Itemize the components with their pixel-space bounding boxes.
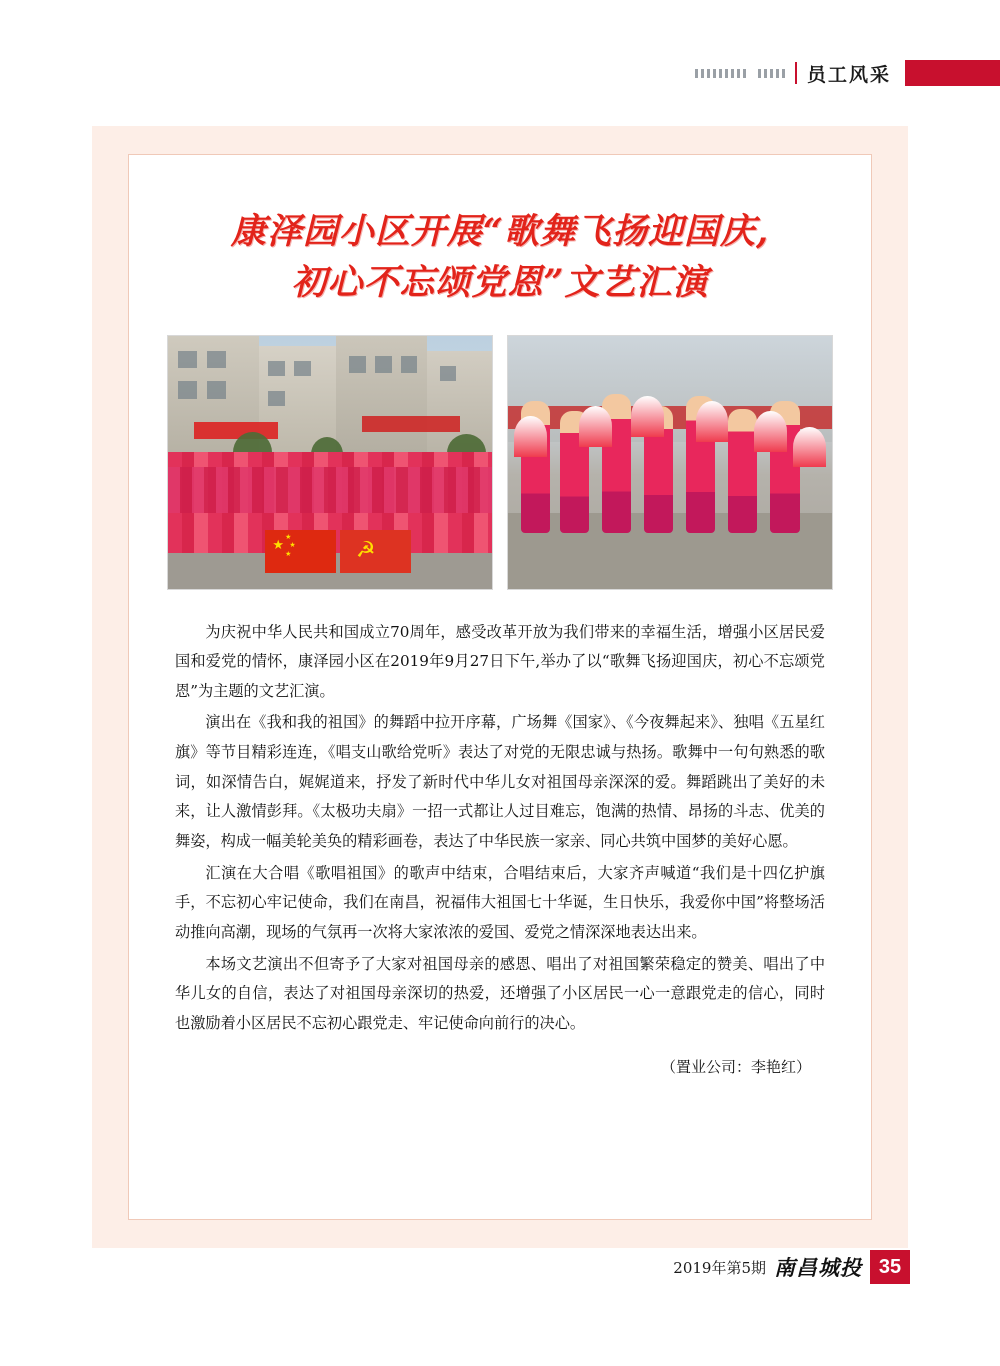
paragraph-3: 汇演在大合唱《歌唱祖国》的歌声中结束，合唱结束后，大家齐声喊道“我们是十四亿护旗手，不忘初心牢记使命，我们在南昌，祝福伟大祖国七十华诞，生日快乐，我爱你中国”将整场活动推向高潮，现场的气氛再一次将大家浓浓的爱国、爱党之情深深地表达出来。 — [175, 863, 825, 941]
photo-row — [167, 335, 833, 590]
paragraph-2: 演出在《我和我的祖国》的舞蹈中拉开序幕，广场舞《国家》、《今夜舞起来》、独唱《五星红旗》等节目精彩连连，《唱支山歌给党听》表达了对党的无限忠诚与热扬。歌舞中一句句熟悉的歌词，如深情告白，娓娓道来，抒发了新时代中华儿女对祖国母亲深深的爱。舞蹈跳出了美好的未来，让人激情彭拜。《太极功夫扇》一招一式都让人过目难忘，饱满的热情、昂扬的斗志、优美的舞姿，构成一幅美轮美奂的精彩画卷，表达了中华民族一家亲、同心共筑中国梦的美好心愿。 — [175, 713, 825, 850]
photo-dancers-with-fans — [507, 335, 833, 590]
article-byline: （置业公司：李艳红） — [660, 1058, 811, 1077]
page-title — [169, 207, 831, 309]
section-label: 员工风采 — [806, 63, 891, 86]
article-body — [175, 618, 825, 1039]
page-number: 35 — [870, 1250, 910, 1284]
brand-label: 南昌城投 — [774, 1255, 862, 1280]
header-accent-bar — [905, 60, 1000, 86]
paragraph-4: 本场文艺演出不但寄予了大家对祖国母亲的感恩、唱出了对祖国繁荣稳定的赞美、唱出了中华儿女的自信，表达了对祖国母亲深切的热爱，还增强了小区居民一心一意跟党走的信心，同时也激励着小区居民不忘初心跟党走、牢记使命向前行的决心。 — [175, 954, 825, 1032]
page-frame — [92, 126, 908, 1248]
article-title-line-2: 初心不忘颂党恩”文艺汇演 — [291, 261, 709, 303]
photo-crowd-with-flags: ★ ★ ★ ★ ☭ — [167, 335, 493, 590]
article-title-line-1: 康泽园小区开展“歌舞飞扬迎国庆, — [230, 211, 770, 252]
decorative-dots — [695, 69, 785, 78]
paragraph-1: 为庆祝中华人民共和国成立70周年，感受改革开放为我们带来的幸福生活，增强小区居民爱国和爱党的情怀，康泽园小区在2019年9月27日下午,举办了以“歌舞飞扬迎国庆，初心不忘颂党恩”为主题的文艺汇演。 — [175, 622, 825, 700]
issue-label: 2019年第5期 — [673, 1258, 766, 1277]
article-container — [128, 154, 872, 1220]
page-header — [695, 58, 1000, 88]
header-divider — [795, 62, 797, 84]
page-footer — [673, 1250, 910, 1284]
